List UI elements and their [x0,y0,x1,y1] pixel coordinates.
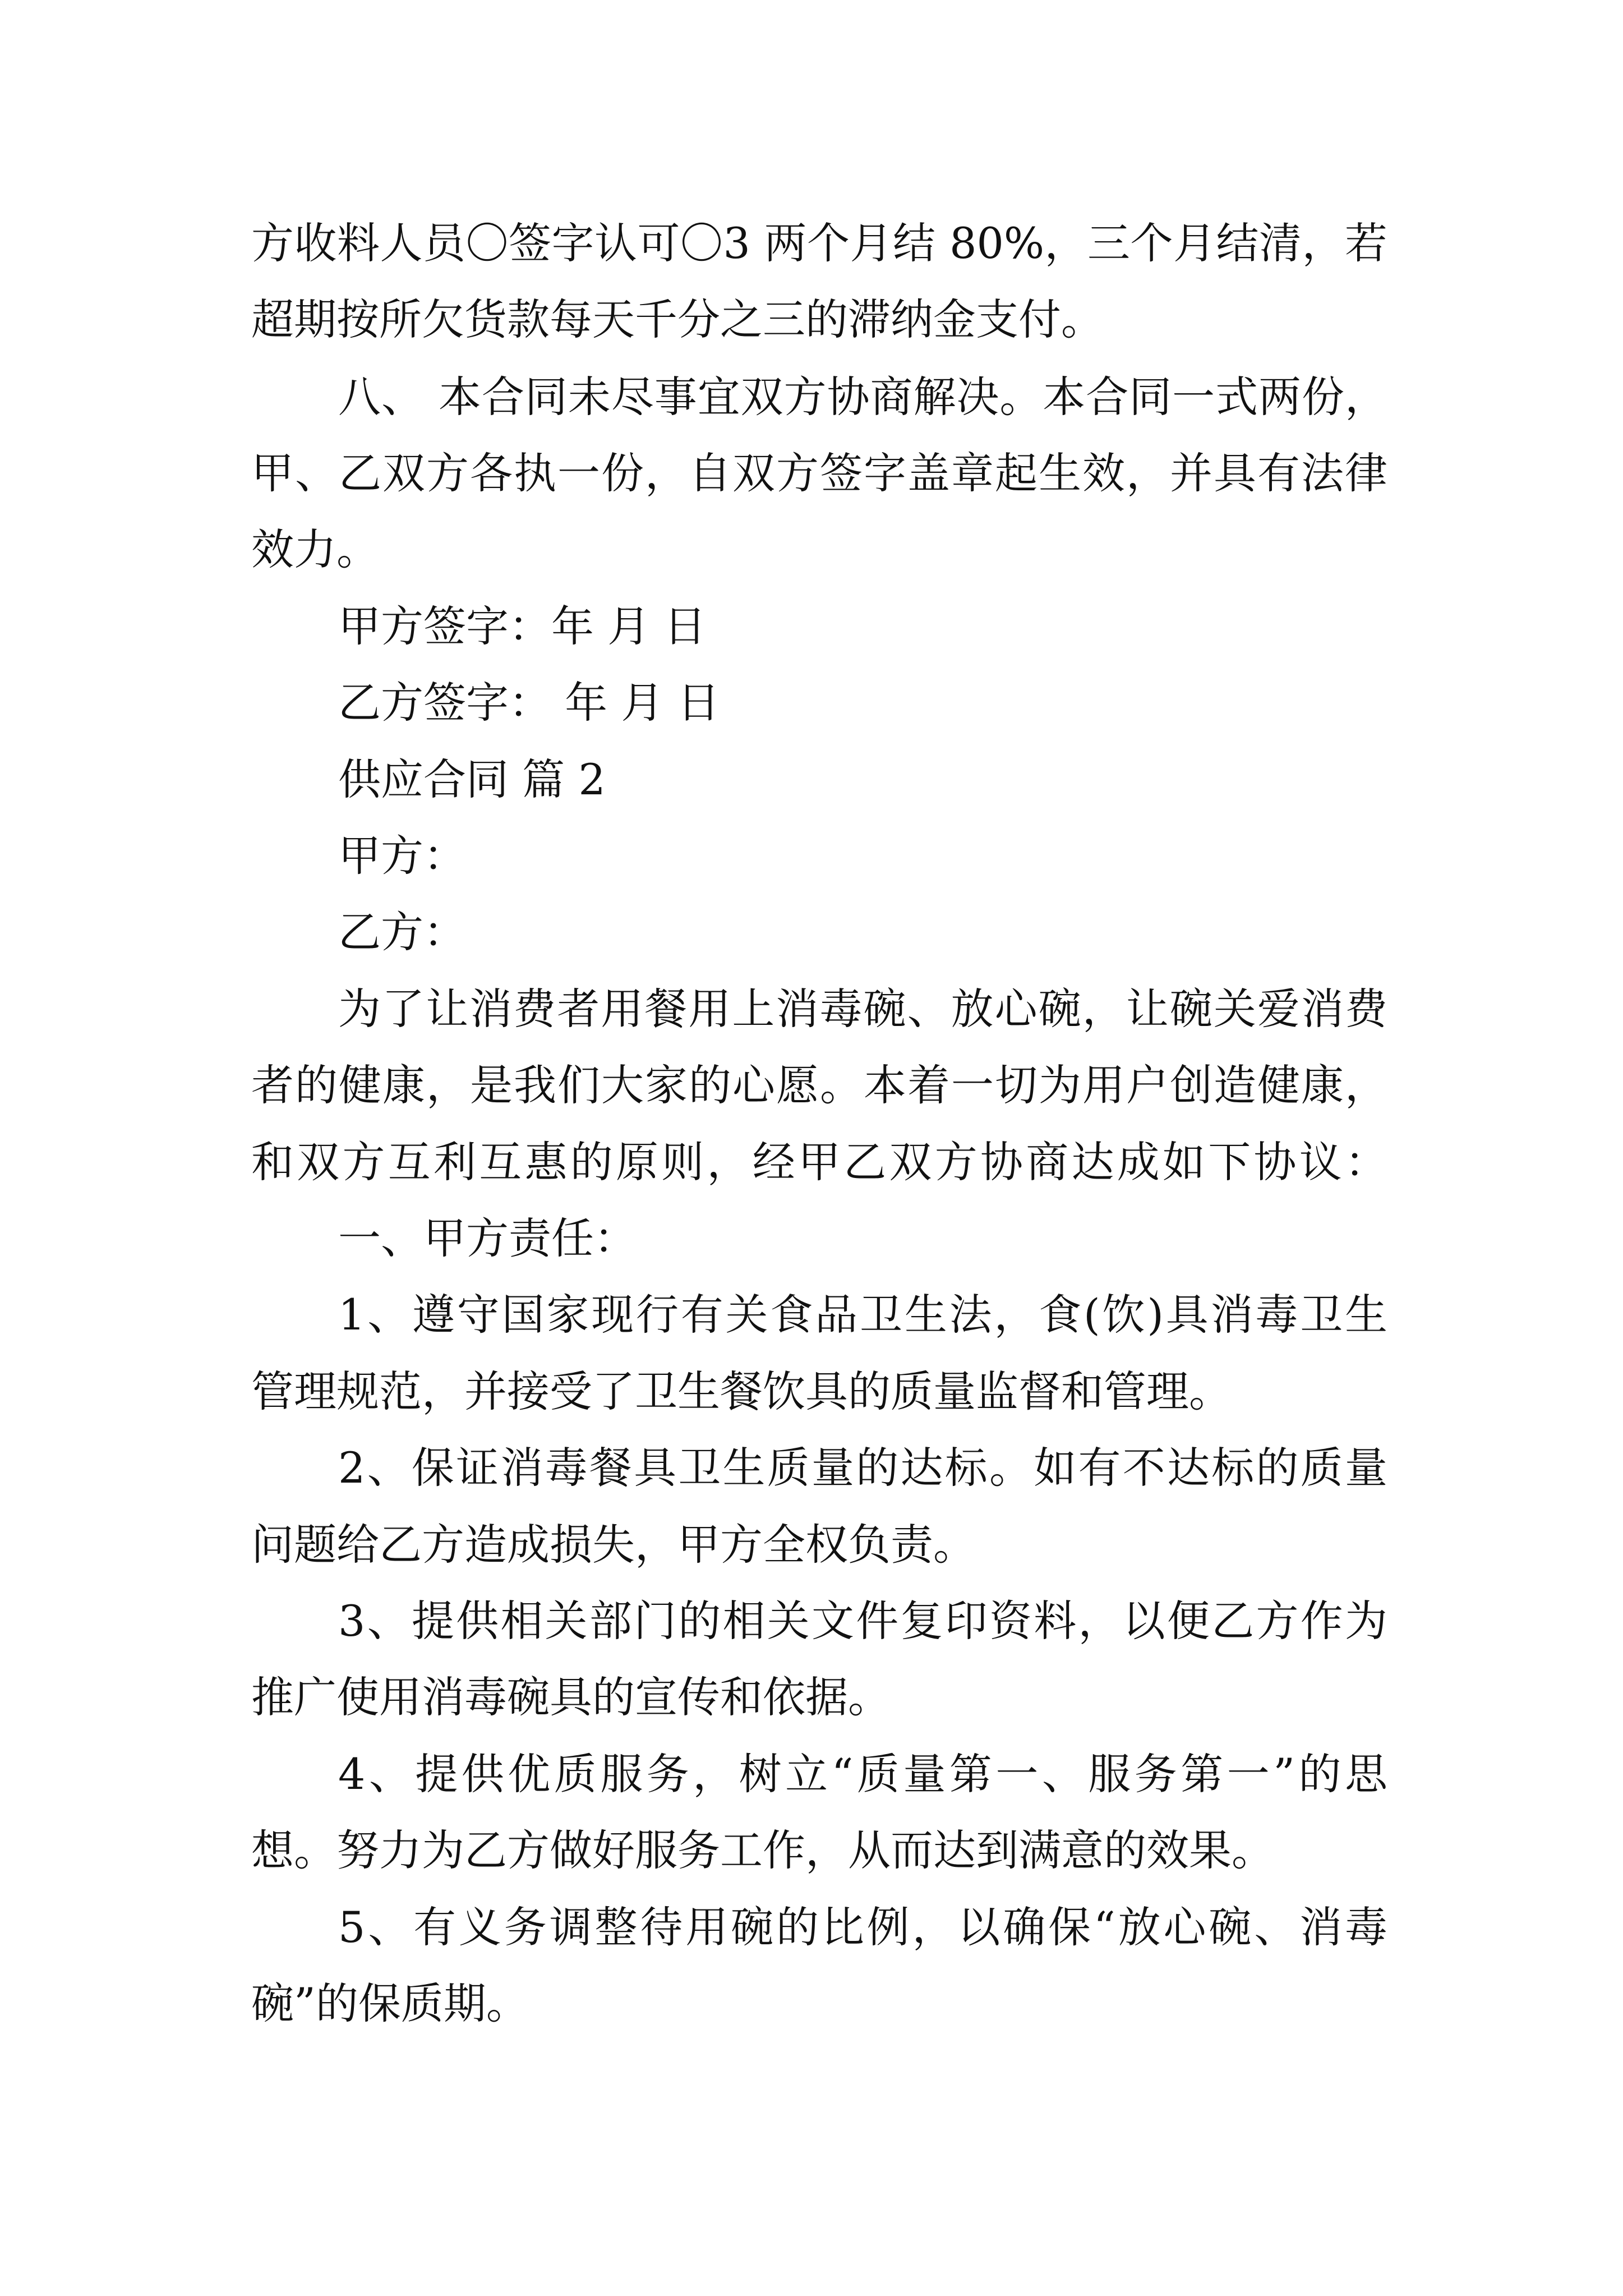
text-line-16: 管理规范，并接受了卫生餐饮具的质量监督和管理。 [251,1366,1232,1416]
text-line-11: 为了让消费者用餐用上消毒碗、放心碗，让碗关爱消费 [338,984,1387,1034]
clause-heading: 一、甲方责任： [338,1213,637,1263]
text-line-20: 推广使用消毒碗具的宣传和依据。 [251,1672,891,1722]
text-line-1: 方收料人员〇签字认可〇3 两个月结 80%，三个月结清，若 [251,218,1387,268]
text-line-22: 想。努力为乙方做好服务工作，从而达到满意的效果。 [251,1825,1274,1875]
text-line-19: 3、提供相关部门的相关文件复印资料，以便乙方作为 [338,1596,1387,1646]
text-line-15: 1、遵守国家现行有关食品卫生法，食(饮)具消毒卫生 [338,1290,1387,1340]
party-b-label: 乙方： [338,907,466,957]
text-line-12: 者的健康，是我们大家的心愿。本着一切为用户创造健康， [251,1060,1387,1110]
text-line-24: 碗”的保质期。 [251,1978,529,2028]
text-line-18: 问题给乙方造成损失，甲方全权负责。 [251,1520,976,1570]
text-line-5: 效力。 [251,524,379,574]
text-line-13: 和双方互利互惠的原则，经甲乙双方协商达成如下协议： [251,1137,1387,1187]
section-title: 供应合同 篇 2 [338,754,606,804]
party-a-label: 甲方： [338,831,466,881]
text-line-21: 4、提供优质服务，树立“质量第一、服务第一”的思 [338,1749,1387,1799]
text-line-17: 2、保证消毒餐具卫生质量的达标。如有不达标的质量 [338,1443,1387,1493]
text-line-3: 八、 本合同未尽事宜双方协商解决。本合同一式两份， [338,372,1387,422]
text-line-4: 甲、乙双方各执一份，自双方签字盖章起生效，并具有法律 [251,448,1387,498]
text-line-2: 超期按所欠货款每天千分之三的滞纳金支付。 [251,295,1104,344]
text-line-23: 5、有义务调整待用碗的比例，以确保“放心碗、消毒 [338,1902,1387,1952]
signature-party-b: 乙方签字： 年 月 日 [338,678,720,728]
signature-party-a: 甲方签字：年 月 日 [338,601,707,651]
